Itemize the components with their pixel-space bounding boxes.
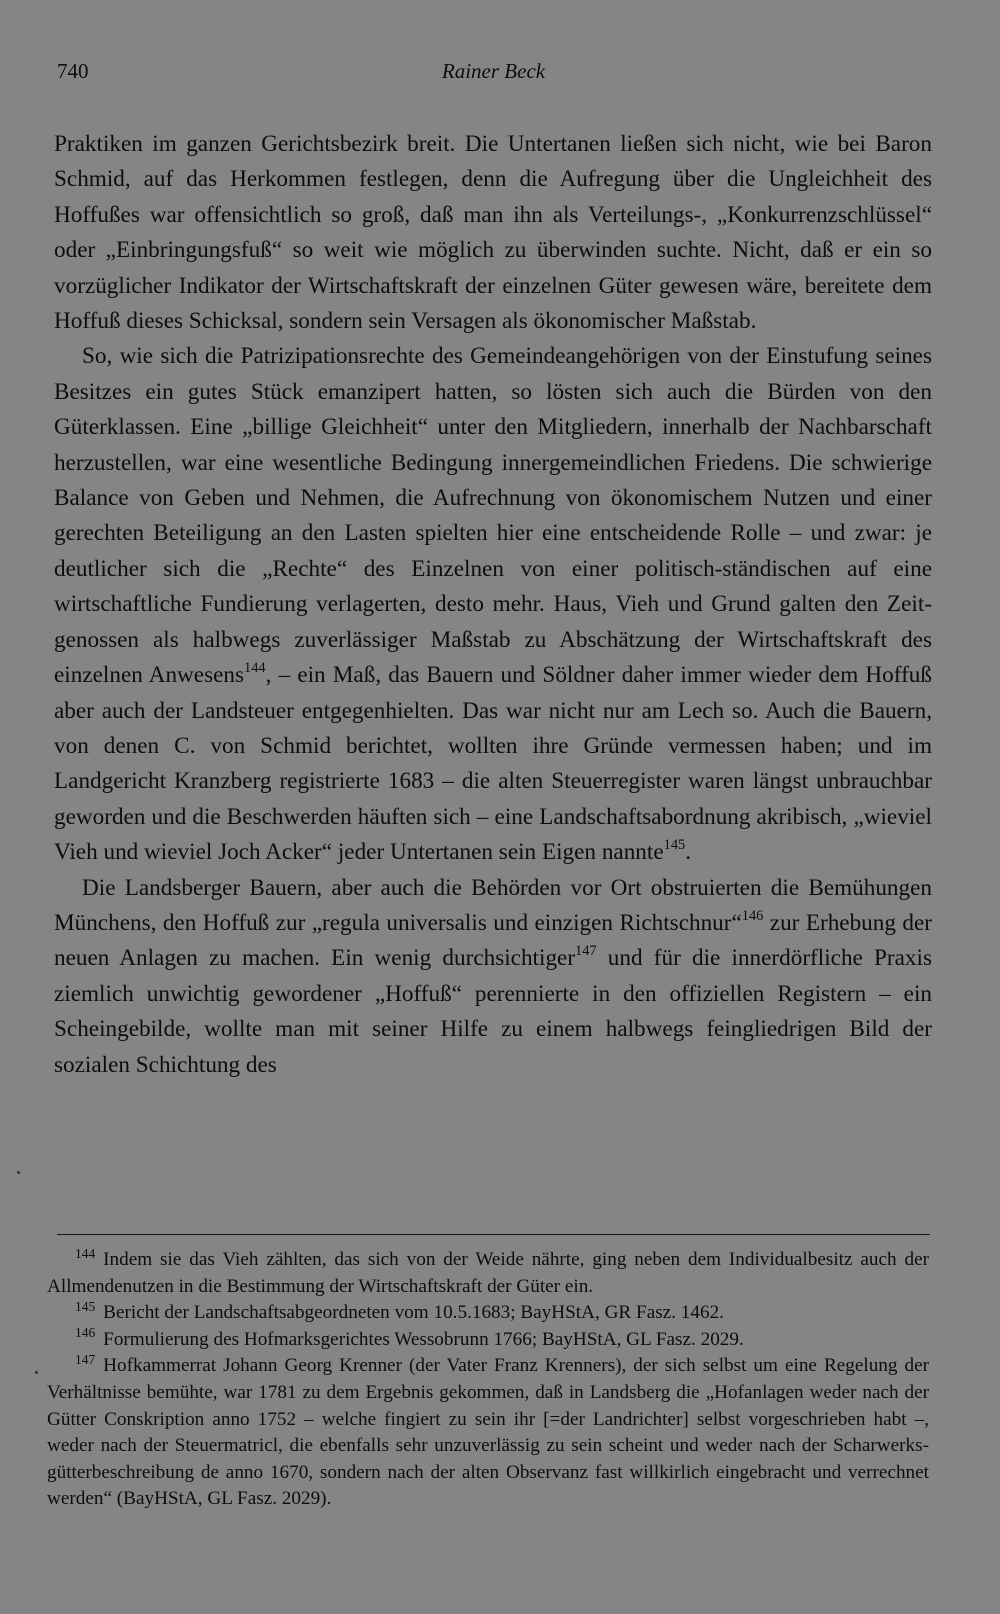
paragraph: [54, 871, 932, 1083]
footnote-number: 146: [75, 1325, 96, 1341]
paragraph: [54, 127, 932, 339]
footnote: [47, 1247, 929, 1300]
footnote: [47, 1300, 929, 1327]
body-text: [54, 127, 932, 1083]
footnote-reference: 145: [663, 837, 686, 854]
footnote-text: Hofkammerrat Johann Georg Krenner (der Vater Franz Krenners), der sich selbst um eine Regelung der Verhältnisse bemühte, war 1781 zu dem Ergebnis gekommen, daß in Landsberg die „Hofanlagen weder nach der Gütter Conskription anno 1752 – welche fingiert zu sein ihr [=der Landrichter] selbst vorgeschrieben habt –, weder nach der Steuermatricl, die ebenfalls sehr unzuverlässig zu sein scheint und weder nach der Scharwerksgütterbeschreibung de anno 1670, sondern nach der alten Observanz fast willkirlich eingebracht und verrechnet werden“ (BayHStA, GL Fasz. 2029).: [47, 1355, 929, 1510]
paragraph-text: , – ein Maß, das Bauern und Söldner daher immer wieder dem Hoffuß aber auch der Landsteuer entgegenhielten. Das war nicht nur am Lech so. Auch die Bauern, von denen C. von Schmid berichtet, wollten ihre Gründe vermessen haben; und im Landgericht Kranzberg registrierte 1683 – die alten Steuerregister waren längst unbrauchbar geworden und die Beschwerden häuften sich – eine Landschaftsabordnung akribisch, „wieviel Vieh und wieviel Joch Acker“ jeder Untertanen sein Eigen nannte: [54, 662, 932, 866]
margin-dot: [35, 1371, 38, 1374]
paragraph-text: Die Landsberger Bauern, aber auch die Behörden vor Ort obstruierten die Bemühungen Münchens, den Hoffuß zur „regula universalis und einzigen Richtschnur“: [54, 874, 932, 936]
running-head-author: Rainer Beck: [441, 59, 546, 83]
footnotes: [47, 1247, 929, 1513]
footnote: [47, 1353, 929, 1513]
footnote-text: Indem sie das Vieh zählten, das sich von der Weide nährte, ging neben dem Individualbesitz auch der Allmendenutzen in die Bestimmung der Wirtschaftskraft der Güter ein.: [47, 1249, 929, 1297]
footnote-text: Bericht der Landschaftsabgeordneten vom 10.5.1683; BayHStA, GR Fasz. 1462.: [103, 1302, 724, 1324]
paragraph-text: und für die innerdörfliche Praxis ziemlich unwichtig gewordener „Hoffuß“ perennierte in den offiziellen Registern – ein Scheingebilde, wollte man mit seiner Hilfe zu einem halbwegs feingliedrigen Bild der sozialen Schichtung des: [54, 945, 932, 1078]
footnote-number: 147: [75, 1351, 96, 1367]
footnote-reference: 147: [575, 943, 597, 960]
margin-dot: [17, 1171, 20, 1174]
footnote: [47, 1327, 929, 1354]
paragraph-text: .: [685, 839, 691, 866]
paragraph: [54, 339, 932, 870]
footnote-reference: 146: [741, 907, 764, 924]
footnote-text: Formulierung des Hofmarksgerichtes Wessobrunn 1766; BayHStA, GL Fasz. 2029.: [103, 1328, 744, 1350]
footnote-separator: [57, 1234, 930, 1235]
running-head: [57, 56, 930, 86]
footnote-reference: 144: [244, 660, 266, 677]
paragraph-text: zur Erhebung der neuen Anlagen zu machen. Ein wenig durchsichtiger: [54, 909, 932, 972]
footnote-number: 144: [75, 1245, 96, 1261]
footnote-number: 145: [75, 1298, 96, 1314]
page-number: 740: [57, 59, 89, 83]
paragraph-text: So, wie sich die Patrizipationsrechte des Gemeindeangehörigen von der Einstufung seines Besitzes ein gutes Stück emanzipert hatten, so lösten sich auch die Bürden von den Güterklassen. Eine „billige Gleichheit“ unter den Mitgliedern, innerhalb der Nachbarschaft herzustellen, war eine wesentliche Bedingung innergemeindlichen Friedens. Die schwierige Balance von Geben und Nehmen, die Aufrechnung von ökonomischem Nutzen und einer gerechten Beteiligung an den Lasten spielten hier eine entscheidende Rolle – und zwar: je deutlicher sich die „Rechte“ des Einzelnen von einer politisch-ständischen auf eine wirtschaftliche Fundierung verlagerten, desto mehr. Haus, Vieh und Grund galten den Zeitgenossen als halbwegs zuverlässiger Maßstab zu Abschätzung der Wirtschaftskraft des einzelnen Anwesens: [54, 343, 932, 689]
paragraph-text: Praktiken im ganzen Gerichtsbezirk breit. Die Untertanen ließen sich nicht, wie bei Baron Schmid, auf das Herkommen festlegen, denn die Aufregung über die Ungleichheit des Hoffußes war offensichtlich so groß, daß man ihn als Verteilungs-, „Konkurrenzschlüssel“ oder „Einbringungsfuß“ so weit wie möglich zu überwinden suchte. Nicht, daß er ein so vorzüglicher Indikator der Wirtschaftskraft der einzelnen Güter gewesen wäre, bereitete dem Hoffuß dieses Schicksal, sondern sein Versagen als ökonomischer Maßstab.: [54, 131, 932, 335]
